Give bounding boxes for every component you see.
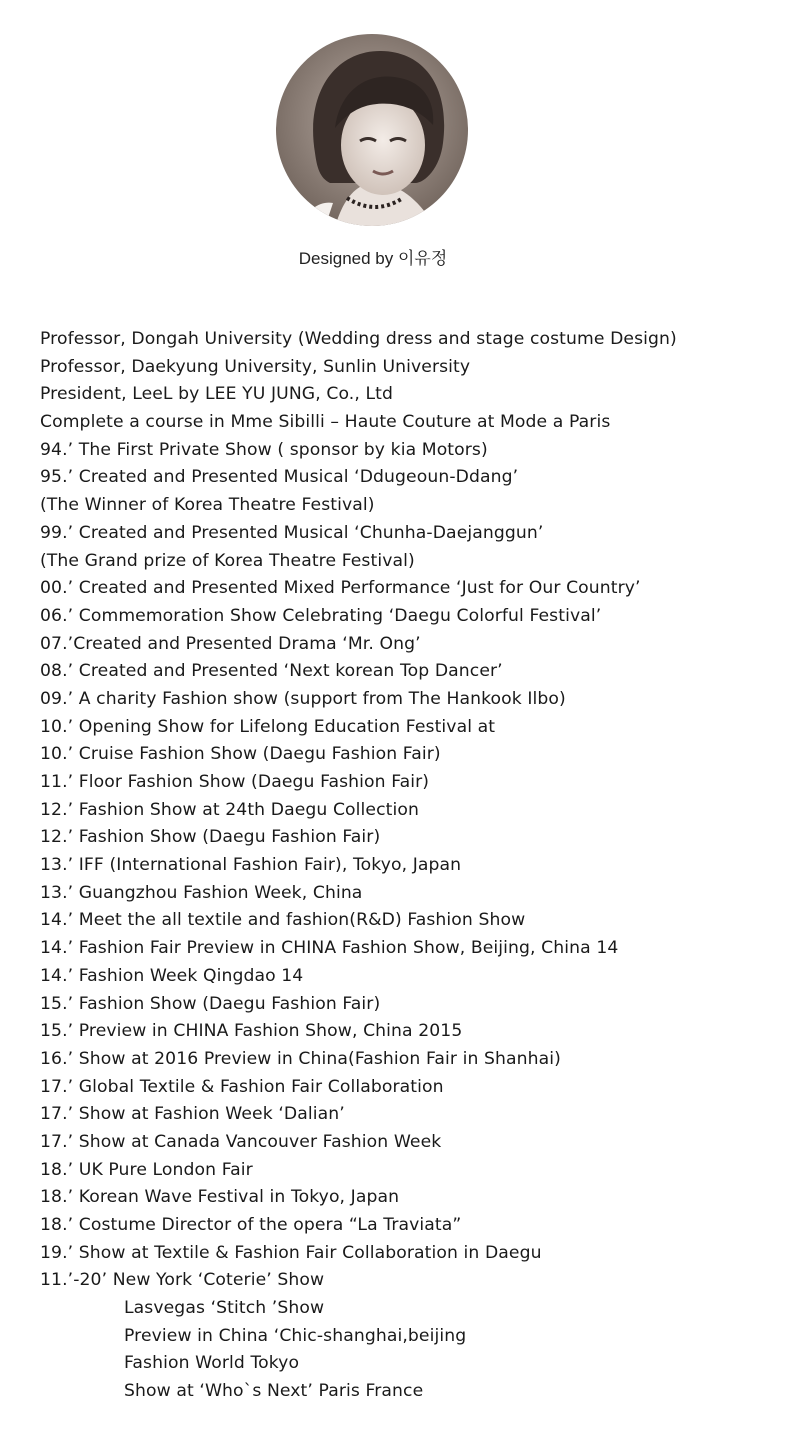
list-item: 18.’ Korean Wave Festival in Tokyo, Japan bbox=[40, 1187, 400, 1208]
list-item: Professor, Dongah University (Wedding dress and stage costume Design) bbox=[40, 329, 677, 349]
list-item: 18.’ Costume Director of the opera “La Traviata” bbox=[40, 1215, 462, 1235]
list-item: 06.’ Commemoration Show Celebrating ‘Daegu Colorful Festival’ bbox=[40, 605, 602, 626]
list-item: Professor, Daekyung University, Sunlin University bbox=[40, 356, 471, 377]
list-item: 18.’ UK Pure London Fair bbox=[40, 1159, 253, 1180]
list-item: 07.’Created and Presented Drama ‘Mr. Ong’ bbox=[40, 633, 421, 654]
list-item: 10.’ Opening Show for Lifelong Education Festival at bbox=[40, 716, 496, 737]
list-item: (The Winner of Korea Theatre Festival) bbox=[40, 495, 375, 516]
list-item: 19.’ Show at Textile & Fashion Fair Collaboration in Daegu bbox=[40, 1242, 542, 1263]
list-item: 10.’ Cruise Fashion Show (Daegu Fashion Fair) bbox=[40, 744, 441, 765]
designer-caption: Designed by 이유정 bbox=[298, 249, 448, 268]
biography-list bbox=[40, 326, 780, 1406]
list-item: 13.’ Guangzhou Fashion Week, China bbox=[40, 882, 363, 903]
list-item: Show at ‘Who`s Next’ Paris France bbox=[124, 1381, 424, 1402]
list-item: 17.’ Global Textile & Fashion Fair Collaboration bbox=[40, 1076, 444, 1097]
list-item: 11.’-20’ New York ‘Coterie’ Show bbox=[40, 1270, 325, 1291]
list-item: 17.’ Show at Canada Vancouver Fashion Week bbox=[40, 1131, 442, 1152]
list-item: 16.’ Show at 2016 Preview in China(Fashion Fair in Shanhai) bbox=[40, 1048, 561, 1069]
list-item: 14.’ Meet the all textile and fashion(R&D) Fashion Show bbox=[40, 910, 526, 931]
list-item: 94.’ The First Private Show ( sponsor by kia Motors) bbox=[40, 439, 488, 460]
list-item: 08.’ Created and Presented ‘Next korean Top Dancer’ bbox=[40, 661, 503, 682]
list-item: Complete a course in Mme Sibilli – Haute Couture at Mode a Paris bbox=[40, 412, 611, 433]
list-item: 09.’ A charity Fashion show (support from The Hankook Ilbo) bbox=[40, 688, 566, 709]
list-item: 13.’ IFF (International Fashion Fair), Tokyo, Japan bbox=[40, 855, 462, 876]
list-item: (The Grand prize of Korea Theatre Festival) bbox=[40, 550, 415, 571]
list-item: 95.’ Created and Presented Musical ‘Ddugeoun-Ddang’ bbox=[40, 467, 519, 488]
list-item: 12.’ Fashion Show at 24th Daegu Collection bbox=[40, 799, 419, 820]
list-item: Lasvegas ‘Stitch ’Show bbox=[124, 1298, 325, 1319]
list-item: President, LeeL by LEE YU JUNG, Co., Ltd bbox=[40, 384, 393, 405]
list-item: Fashion World Tokyo bbox=[124, 1353, 300, 1374]
list-item: Preview in China ‘Chic-shanghai,beijing bbox=[124, 1325, 467, 1346]
list-item: 15.’ Fashion Show (Daegu Fashion Fair) bbox=[40, 993, 381, 1014]
list-item: 99.’ Created and Presented Musical ‘Chunha-Daejanggun’ bbox=[40, 522, 544, 543]
list-item: 12.’ Fashion Show (Daegu Fashion Fair) bbox=[40, 827, 381, 848]
list-item: 14.’ Fashion Week Qingdao 14 bbox=[40, 965, 304, 986]
list-item: 15.’ Preview in CHINA Fashion Show, China 2015 bbox=[40, 1021, 463, 1042]
list-item: 11.’ Floor Fashion Show (Daegu Fashion Fair) bbox=[40, 772, 430, 792]
list-item: 00.’ Created and Presented Mixed Performance ‘Just for Our Country’ bbox=[40, 578, 641, 599]
list-item: 17.’ Show at Fashion Week ‘Dalian’ bbox=[40, 1104, 345, 1125]
designer-portrait bbox=[275, 33, 469, 227]
designer-portrait-photo-icon bbox=[275, 33, 469, 227]
list-item: 14.’ Fashion Fair Preview in CHINA Fashion Show, Beijing, China 14 bbox=[40, 938, 619, 959]
